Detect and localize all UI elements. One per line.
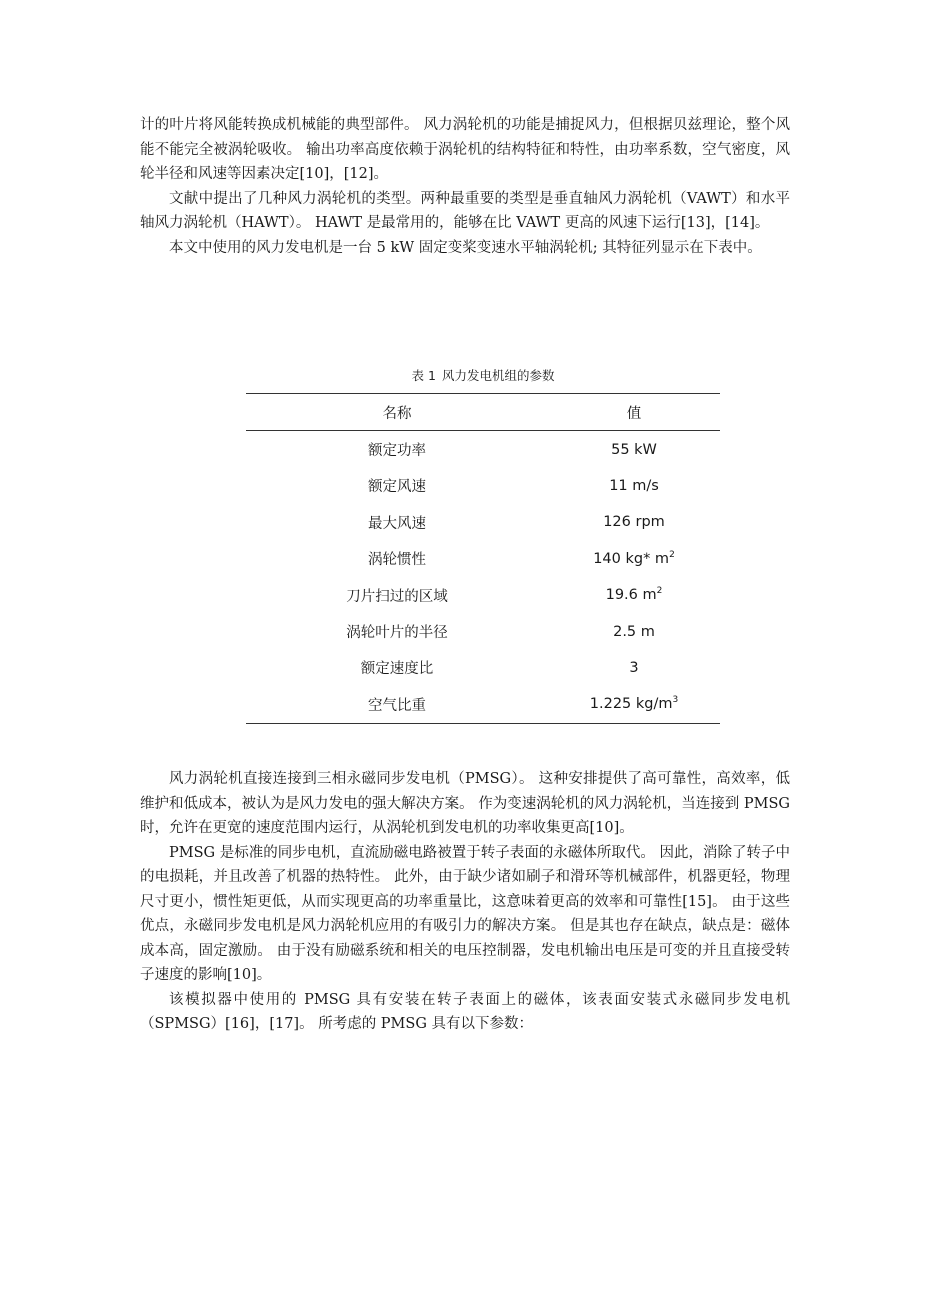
table-row [246, 431, 720, 468]
param-name: 空气比重 [246, 686, 548, 723]
param-name: 涡轮叶片的半径 [346, 625, 448, 642]
param-value: 2.5 m [613, 623, 655, 640]
parameters-table [246, 393, 720, 724]
body-text-bottom [140, 767, 790, 1037]
paragraph-5: PMSG 是标准的同步电机，直流励磁电路被置于转子表面的永磁体所取代。 因此，消除了转子中的电损耗，并且改善了机器的热特性。 此外，由于缺少诸如刷子和滑环等机械部件，机器更轻，物理尺寸更小，惯性矩更低，从而实现更高的功率重量比，这意味着更高的效率和可靠性[15]。 由于这些优点，永磁同步发电机是风力涡轮机应用的有吸引力的解决方案。 但是其也存在缺点，缺点是：磁体成本高，固定激励。 由于没有励磁系统和相关的电压控制器，发电机输出电压是可变的并且直接受转子速度的影响[10]。 [140, 844, 790, 983]
table-header-row [246, 394, 720, 431]
paragraph-1: 计的叶片将风能转换成机械能的典型部件。 风力涡轮机的功能是捕捉风力，但根据贝兹理论，整个风能不能完全被涡轮吸收。 输出功率高度依赖于涡轮机的结构特征和特性，由功率系数，空气密度，风轮半径和风速等因素决定[10]，[12]。 [140, 117, 790, 182]
paragraph-4: 风力涡轮机直接连接到三相永磁同步发电机（PMSG）。 这种安排提供了高可靠性，高效率，低维护和低成本，被认为是风力发电的强大解决方案。 作为变速涡轮机的风力涡轮机，当连接到 PMSG 时，允许在更宽的速度范围内运行，从涡轮机到发电机的功率收集更高[10]。 [140, 771, 790, 836]
body-text-top [140, 113, 790, 260]
paragraph-6: 该模拟器中使用的 PMSG 具有安装在转子表面上的磁体，该表面安装式永磁同步发电机（SPMSG）[16]，[17]。 所考虑的 PMSG 具有以下参数： [140, 991, 790, 1032]
param-name: 涡轮惯性 [368, 552, 426, 569]
table-row [246, 504, 720, 540]
param-value: 140 kg* $m^2$ [593, 549, 675, 567]
table-row [246, 468, 720, 504]
header-name: 名称 [246, 394, 548, 431]
param-value: 1.225 $kg/m^3$ [548, 686, 720, 723]
paragraph-2: 文献中提出了几种风力涡轮机的类型。两种最重要的类型是垂直轴风力涡轮机（VAWT）和水平轴风力涡轮机（HAWT）。 HAWT 是最常用的，能够在比 VAWT 更高的风速下运行[13]，[14]。 [140, 190, 790, 231]
param-value: 55 kW [611, 441, 657, 458]
table-caption-number: 表 1 [411, 368, 436, 383]
param-value: 126 rpm [603, 514, 665, 531]
param-value: 19.6 $m^2$ [605, 586, 663, 604]
table-row [246, 541, 720, 577]
table-row [246, 577, 720, 613]
paragraph-3: 本文中使用的风力发电机是一台 5 kW 固定变桨变速水平轴涡轮机; 其特征列显示在下表中。 [169, 239, 762, 256]
param-name: 最大风速 [368, 515, 426, 532]
table-row [246, 686, 720, 723]
table-row [246, 650, 720, 686]
superscript: 2 [669, 549, 675, 560]
param-name: 刀片扫过的区域 [346, 588, 448, 605]
param-name: 额定功率 [368, 443, 426, 460]
param-name: 额定速度比 [360, 661, 434, 678]
superscript: 2 [656, 586, 663, 597]
table-row [246, 613, 720, 649]
param-value: 3 [629, 659, 639, 676]
param-name: 额定风速 [368, 479, 426, 496]
table-caption-title: 风力发电机组的参数 [441, 368, 555, 383]
table-caption [140, 366, 826, 384]
header-value: 值 [548, 394, 720, 431]
param-value: 11 m/s [609, 477, 659, 494]
superscript: 3 [672, 695, 679, 706]
